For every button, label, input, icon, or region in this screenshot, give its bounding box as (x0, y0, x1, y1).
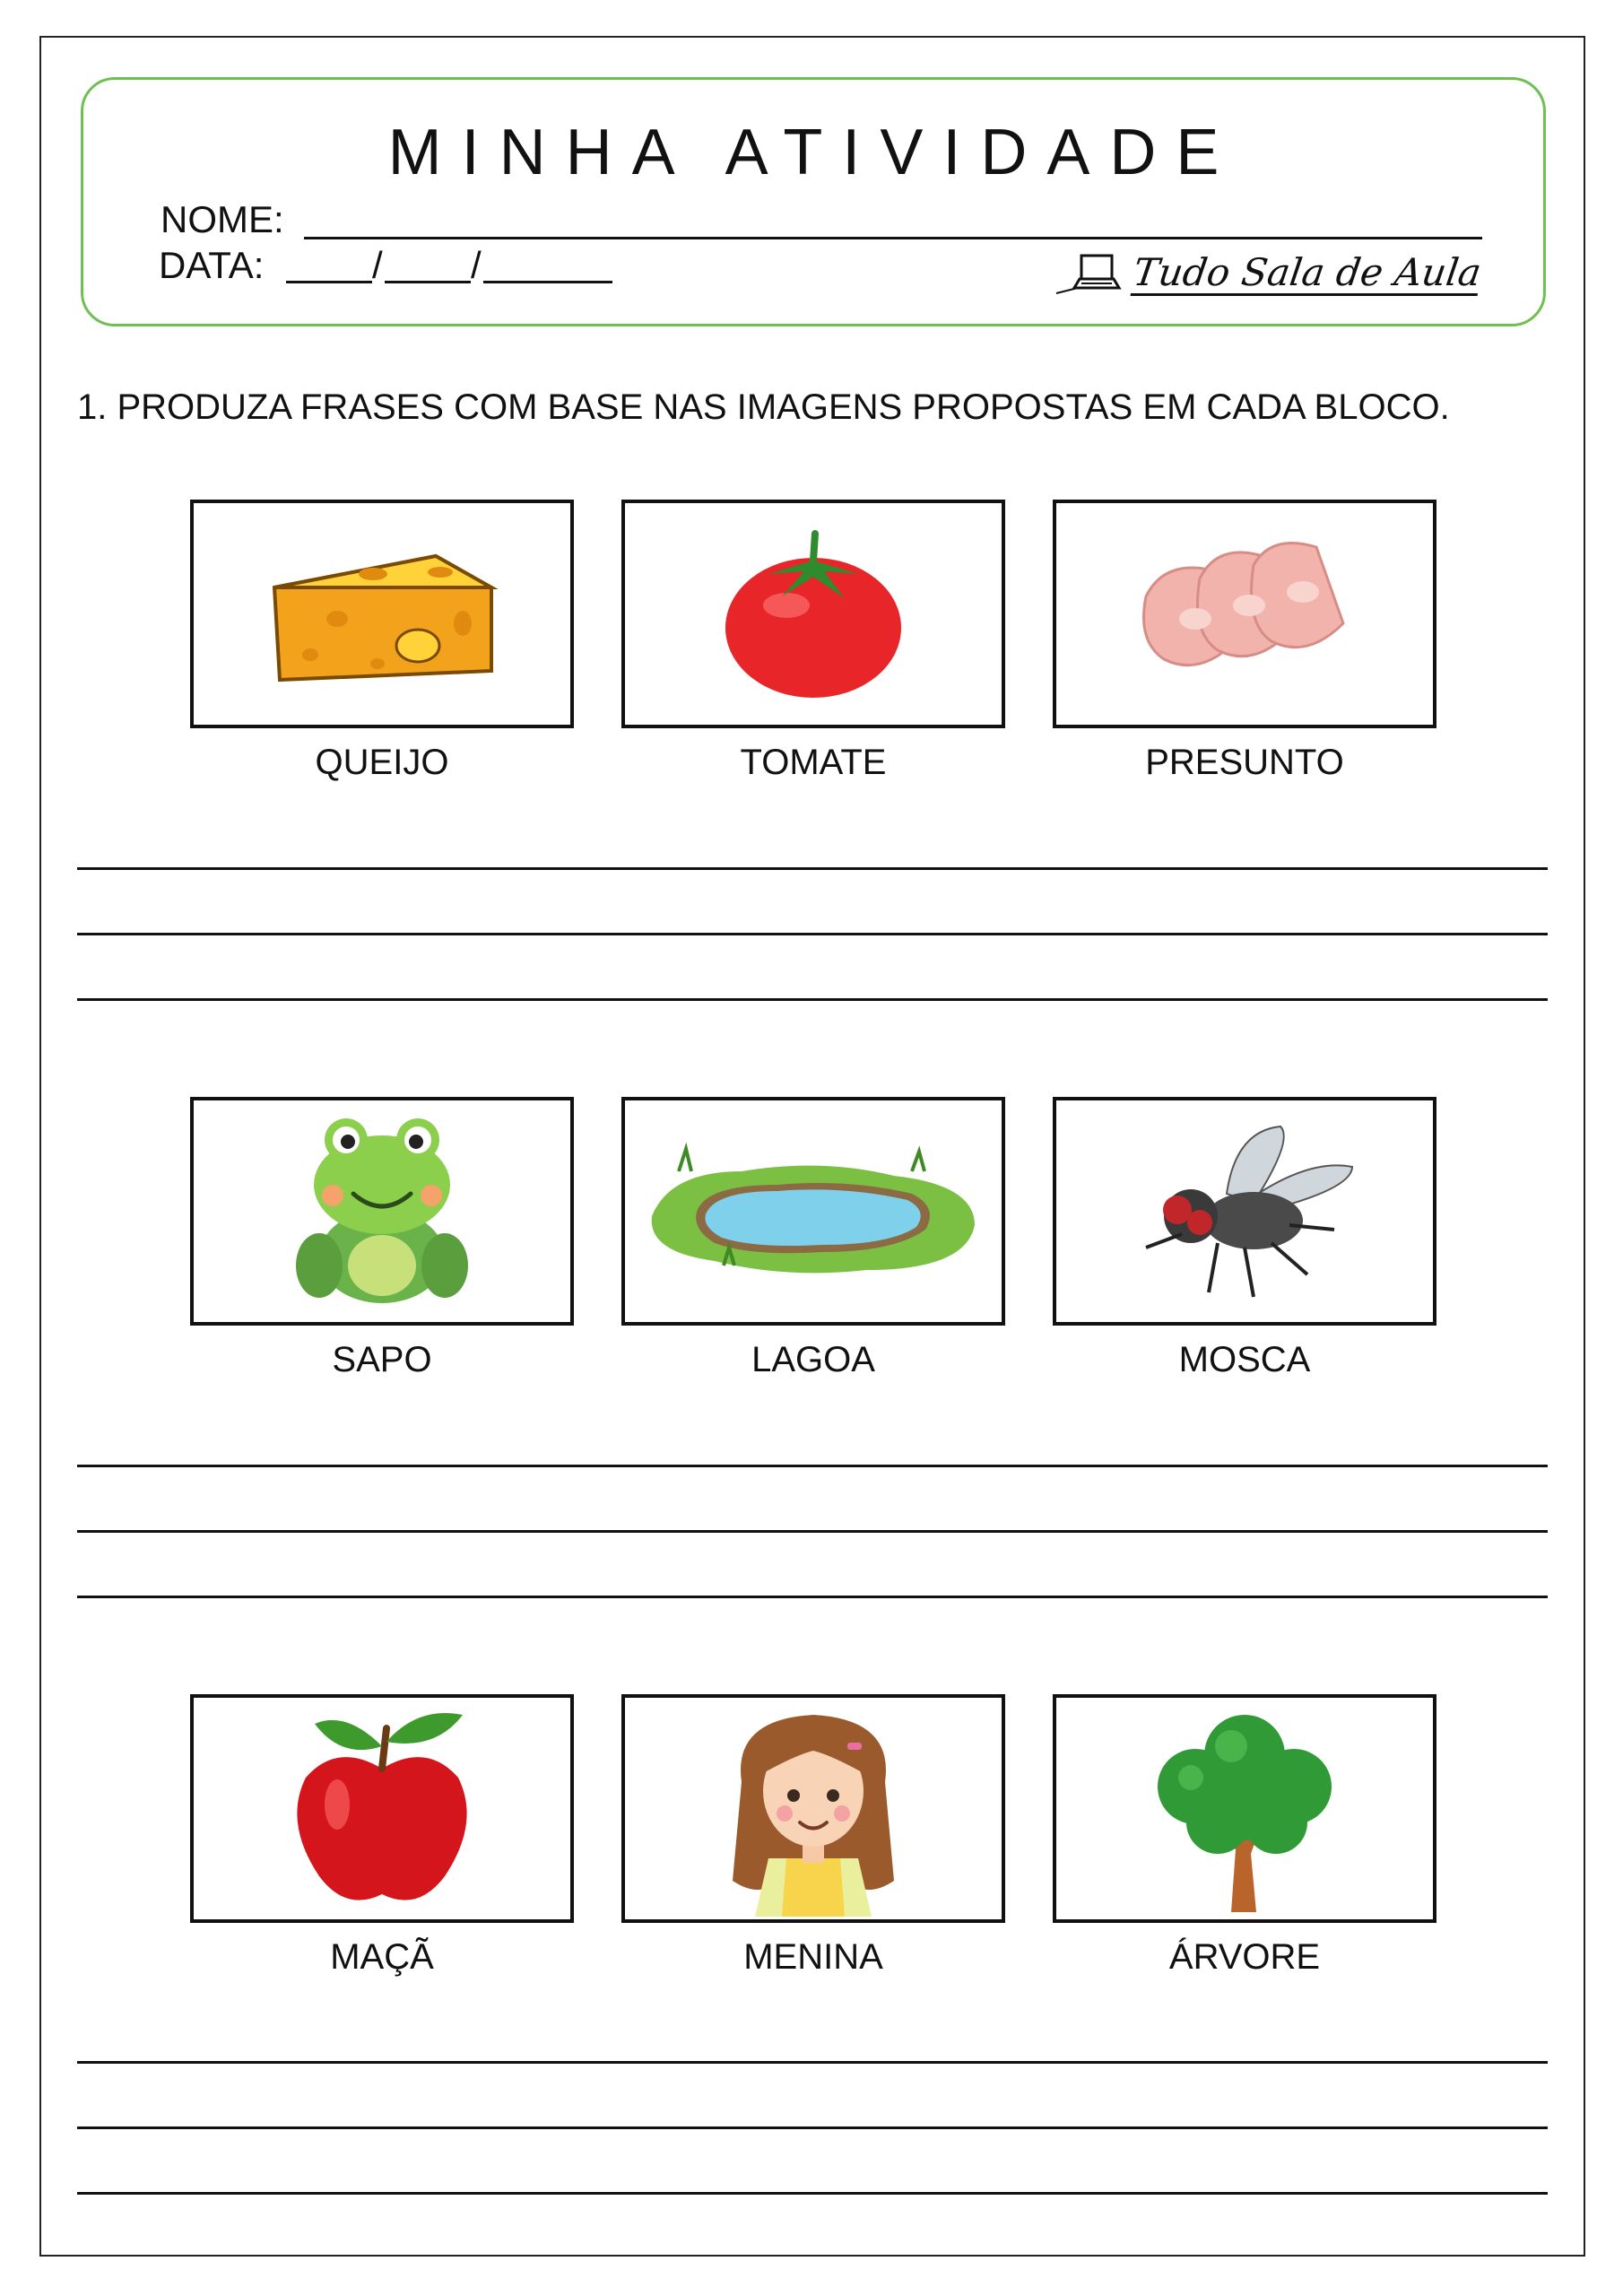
writing-line[interactable] (77, 2192, 1548, 2195)
label-lagoa: LAGOA (751, 1340, 875, 1379)
label-presunto: PRESUNTO (1145, 743, 1344, 782)
label-tomate: TOMATE (740, 743, 887, 782)
writing-line[interactable] (77, 1465, 1548, 1467)
laptop-icon (1055, 252, 1126, 297)
writing-line[interactable] (77, 1596, 1548, 1598)
image-card-cheese (190, 500, 574, 728)
ham-icon (1128, 534, 1361, 695)
image-card-fly (1053, 1097, 1436, 1326)
date-year-field[interactable] (483, 281, 612, 283)
image-card-frog (190, 1097, 574, 1326)
date-month-field[interactable] (385, 281, 471, 283)
writing-line[interactable] (77, 867, 1548, 870)
writing-line[interactable] (77, 2126, 1548, 2129)
tomato-icon (715, 525, 912, 704)
label-menina: MENINA (743, 1937, 883, 1977)
brand-logo (1055, 250, 1484, 297)
label-sapo: SAPO (332, 1340, 432, 1379)
image-card-apple (190, 1694, 574, 1923)
date-separator: / (471, 244, 482, 286)
girl-icon (715, 1701, 912, 1917)
image-card-tree (1053, 1694, 1436, 1923)
date-separator: / (372, 244, 383, 286)
image-card-ham (1053, 500, 1436, 728)
label-arvore: ÁRVORE (1168, 1937, 1321, 1977)
frog-icon (283, 1113, 481, 1310)
name-field[interactable] (304, 237, 1482, 239)
page-title: MINHA ATIVIDADE (387, 117, 1239, 188)
writing-line[interactable] (77, 933, 1548, 935)
header-box (81, 77, 1546, 326)
image-card-pond (621, 1097, 1005, 1326)
label-queijo: QUEIJO (315, 743, 449, 782)
image-card-tomato (621, 500, 1005, 728)
writing-line[interactable] (77, 998, 1548, 1001)
writing-line[interactable] (77, 1530, 1548, 1533)
instruction-text: 1. PRODUZA FRASES COM BASE NAS IMAGENS PROPOSTAS EM CADA BLOCO. (77, 387, 1450, 427)
pond-icon (643, 1135, 984, 1288)
fly-icon (1128, 1122, 1361, 1301)
brand-text: Tudo Sala de Aula (1130, 252, 1483, 296)
label-mosca: MOSCA (1178, 1340, 1311, 1379)
date-label: DATA: (159, 244, 265, 286)
apple-icon (283, 1706, 481, 1912)
cheese-icon (256, 538, 508, 691)
name-label: NOME: (161, 198, 284, 240)
writing-line[interactable] (77, 2061, 1548, 2064)
image-card-girl (621, 1694, 1005, 1923)
date-day-field[interactable] (286, 281, 372, 283)
label-maca: MAÇÃ (330, 1937, 434, 1977)
tree-icon (1141, 1706, 1348, 1912)
